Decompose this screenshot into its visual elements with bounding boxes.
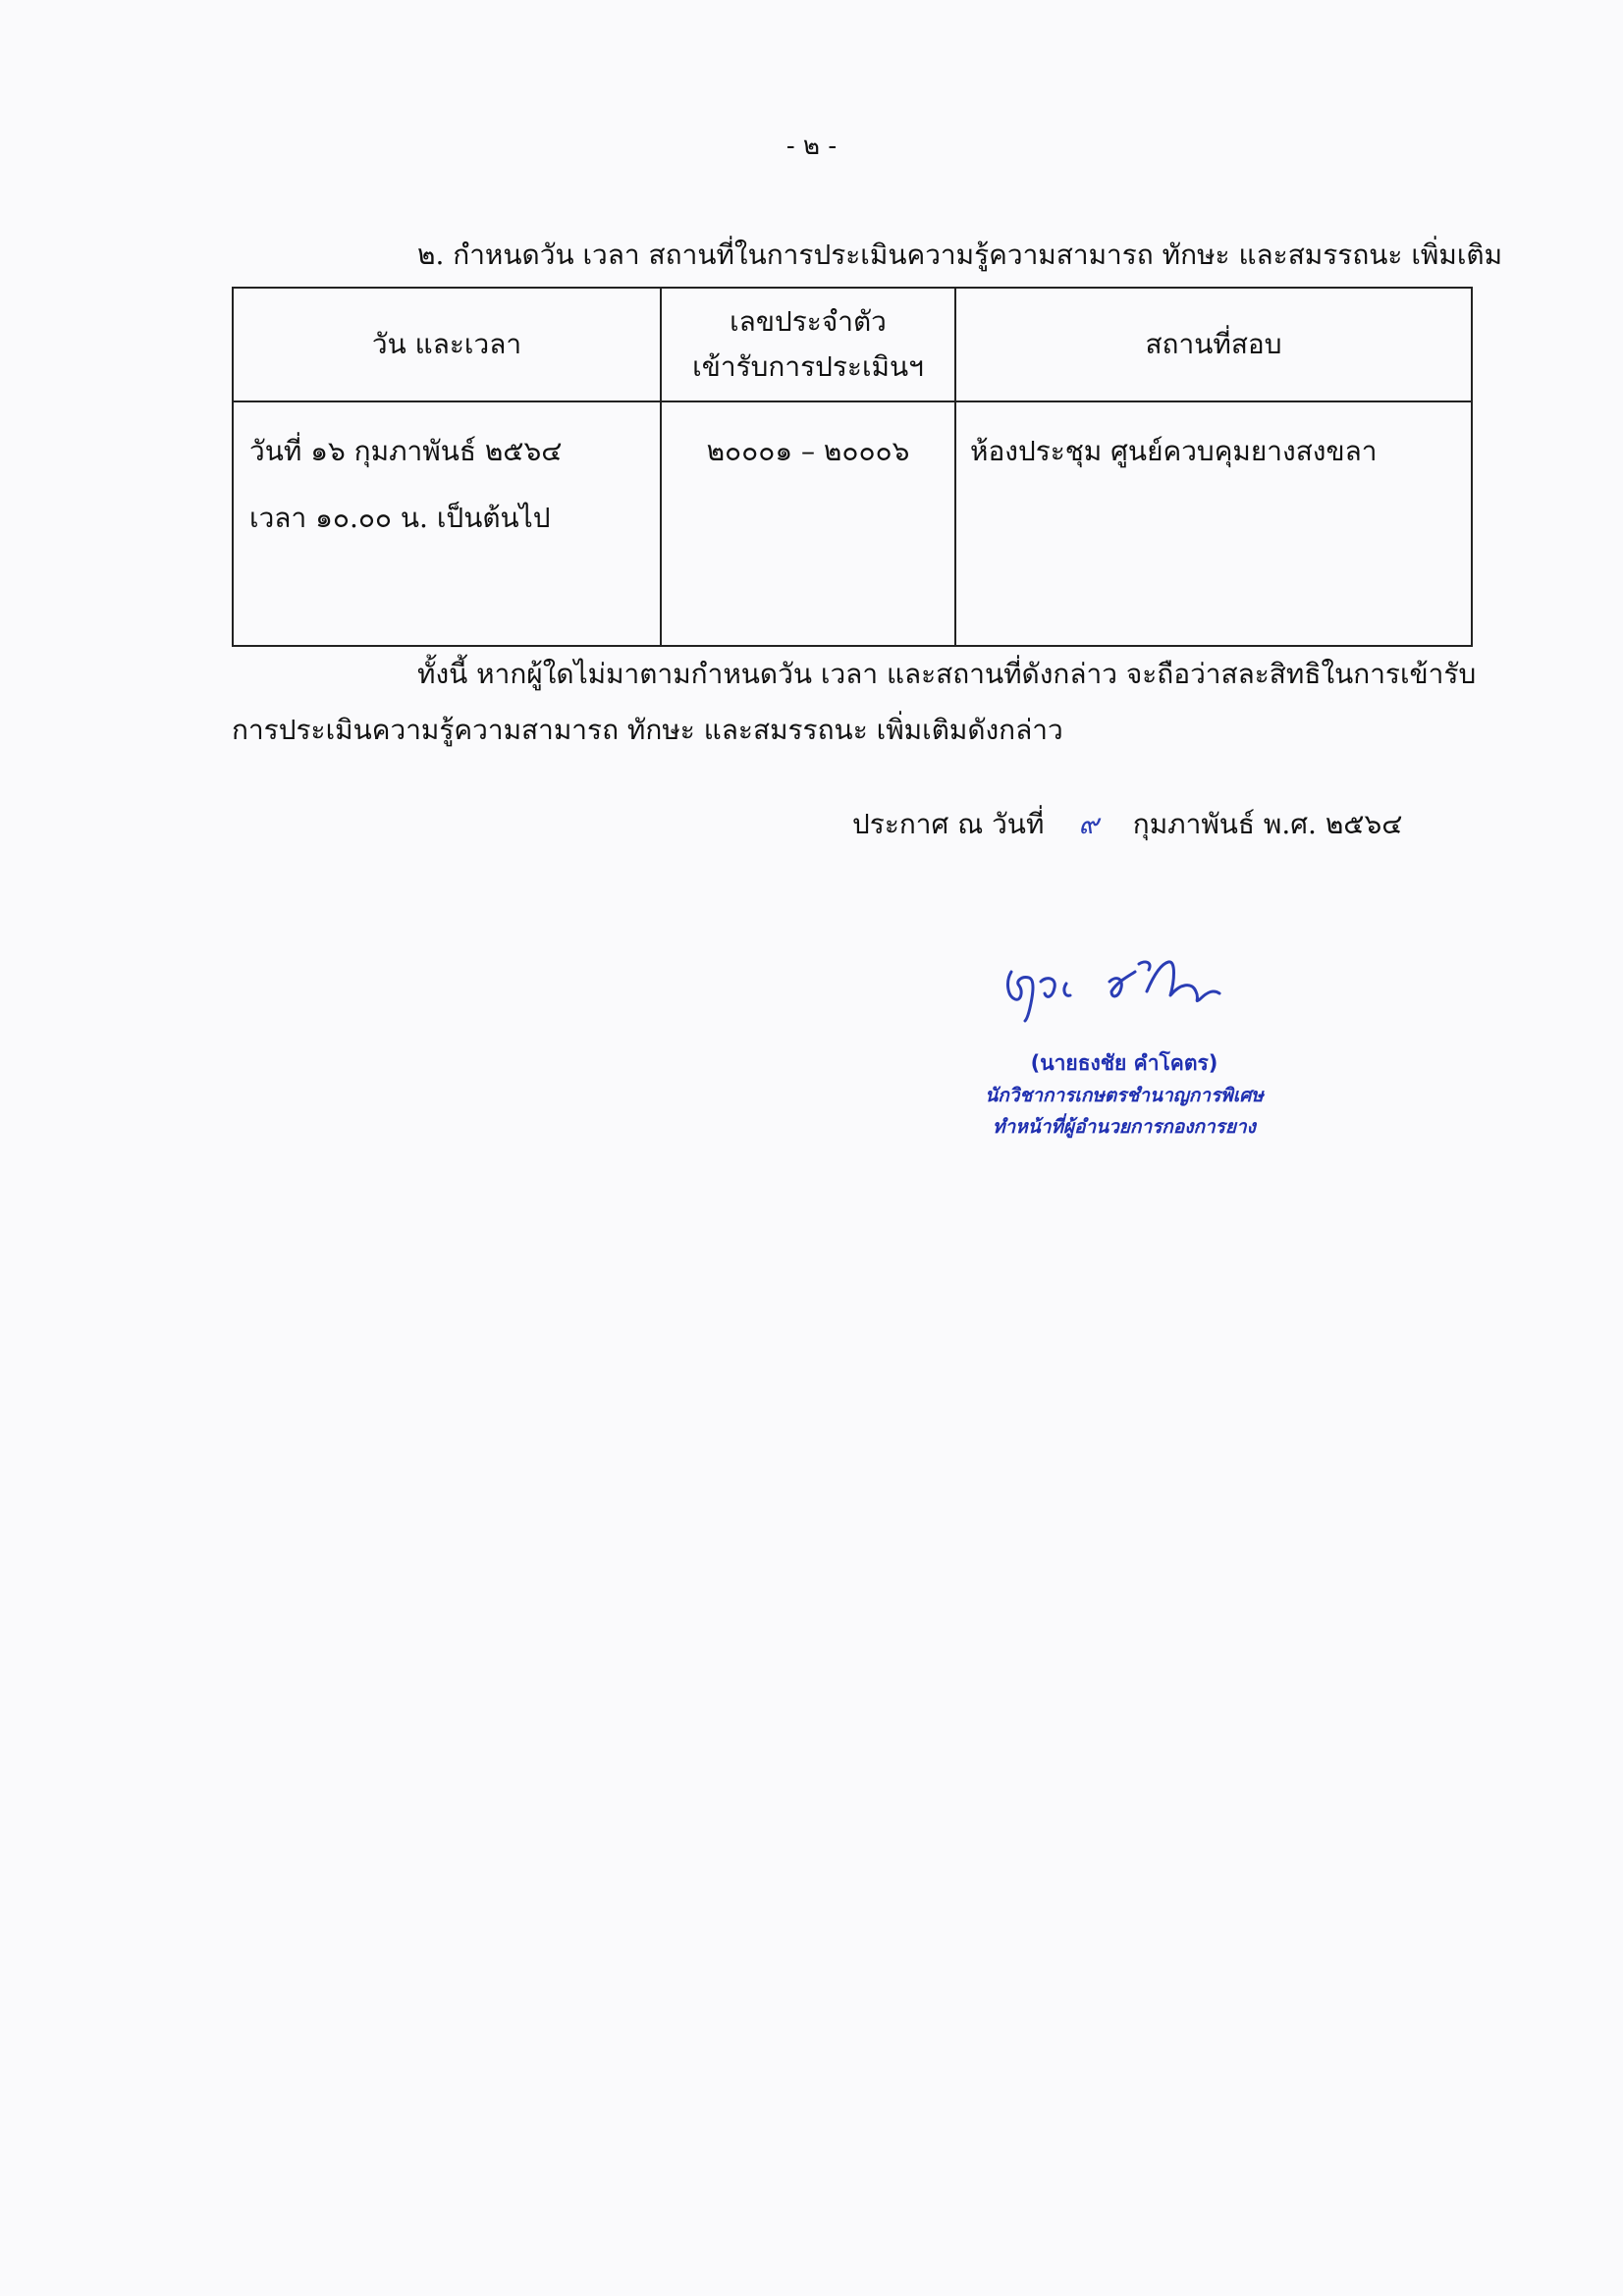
header-candidate-id <box>661 288 955 401</box>
table-row <box>233 401 1472 646</box>
header-id-line1: เลขประจำตัว <box>730 305 887 338</box>
page-number: - ๒ - <box>785 132 838 161</box>
cell-venue <box>955 401 1472 646</box>
cell-time: เวลา ๑๐.๐๐ น. เป็นต้นไป <box>249 502 551 534</box>
cell-venue-text: ห้องประชุม ศูนย์ควบคุมยางสงขลา <box>970 435 1378 467</box>
cell-id-range <box>661 401 955 646</box>
header-id-line2: เข้ารับการประเมินฯ <box>692 350 924 383</box>
announcement-suffix: กุมภาพันธ์ พ.ศ. ๒๕๖๔ <box>1132 808 1403 840</box>
announcement-prefix: ประกาศ ณ วันที่ <box>852 808 1045 840</box>
cell-date-time <box>233 401 661 646</box>
cell-id-range-text: ๒๐๐๐๑ – ๒๐๐๐๖ <box>706 435 910 467</box>
announcement-date <box>852 803 1402 846</box>
schedule-table <box>232 287 1473 647</box>
note-line2: การประเมินความรู้ความสามารถ ทักษะ และสมรรถนะ เพิ่มเติมดังกล่าว <box>232 714 1063 746</box>
signer-name: (นายธงชัย คำโคตร) <box>1030 1051 1218 1075</box>
cell-date: วันที่ ๑๖ กุมภาพันธ์ ๒๕๖๔ <box>249 435 563 467</box>
signer-block <box>903 1046 1345 1143</box>
section-heading: ๒. กำหนดวัน เวลา สถานที่ในการประเมินความรู้ความสามารถ ทักษะ และสมรรถนะ เพิ่มเติม <box>417 239 1503 271</box>
table-header-row <box>233 288 1472 401</box>
header-date-time: วัน และเวลา <box>233 288 661 401</box>
signer-acting-title: ทำหน้าที่ผู้อำนวยการกองการยาง <box>993 1116 1256 1138</box>
signature-image <box>992 942 1247 1031</box>
header-venue: สถานที่สอบ <box>955 288 1472 401</box>
announcement-day-handwritten: ๙ <box>1078 808 1099 840</box>
note-line1: ทั้งนี้ หากผู้ใดไม่มาตามกำหนดวัน เวลา และสถานที่ดังกล่าว จะถือว่าสละสิทธิในการเข้ารับ <box>417 658 1477 690</box>
signer-title: นักวิชาการเกษตรชำนาญการพิเศษ <box>985 1085 1264 1106</box>
